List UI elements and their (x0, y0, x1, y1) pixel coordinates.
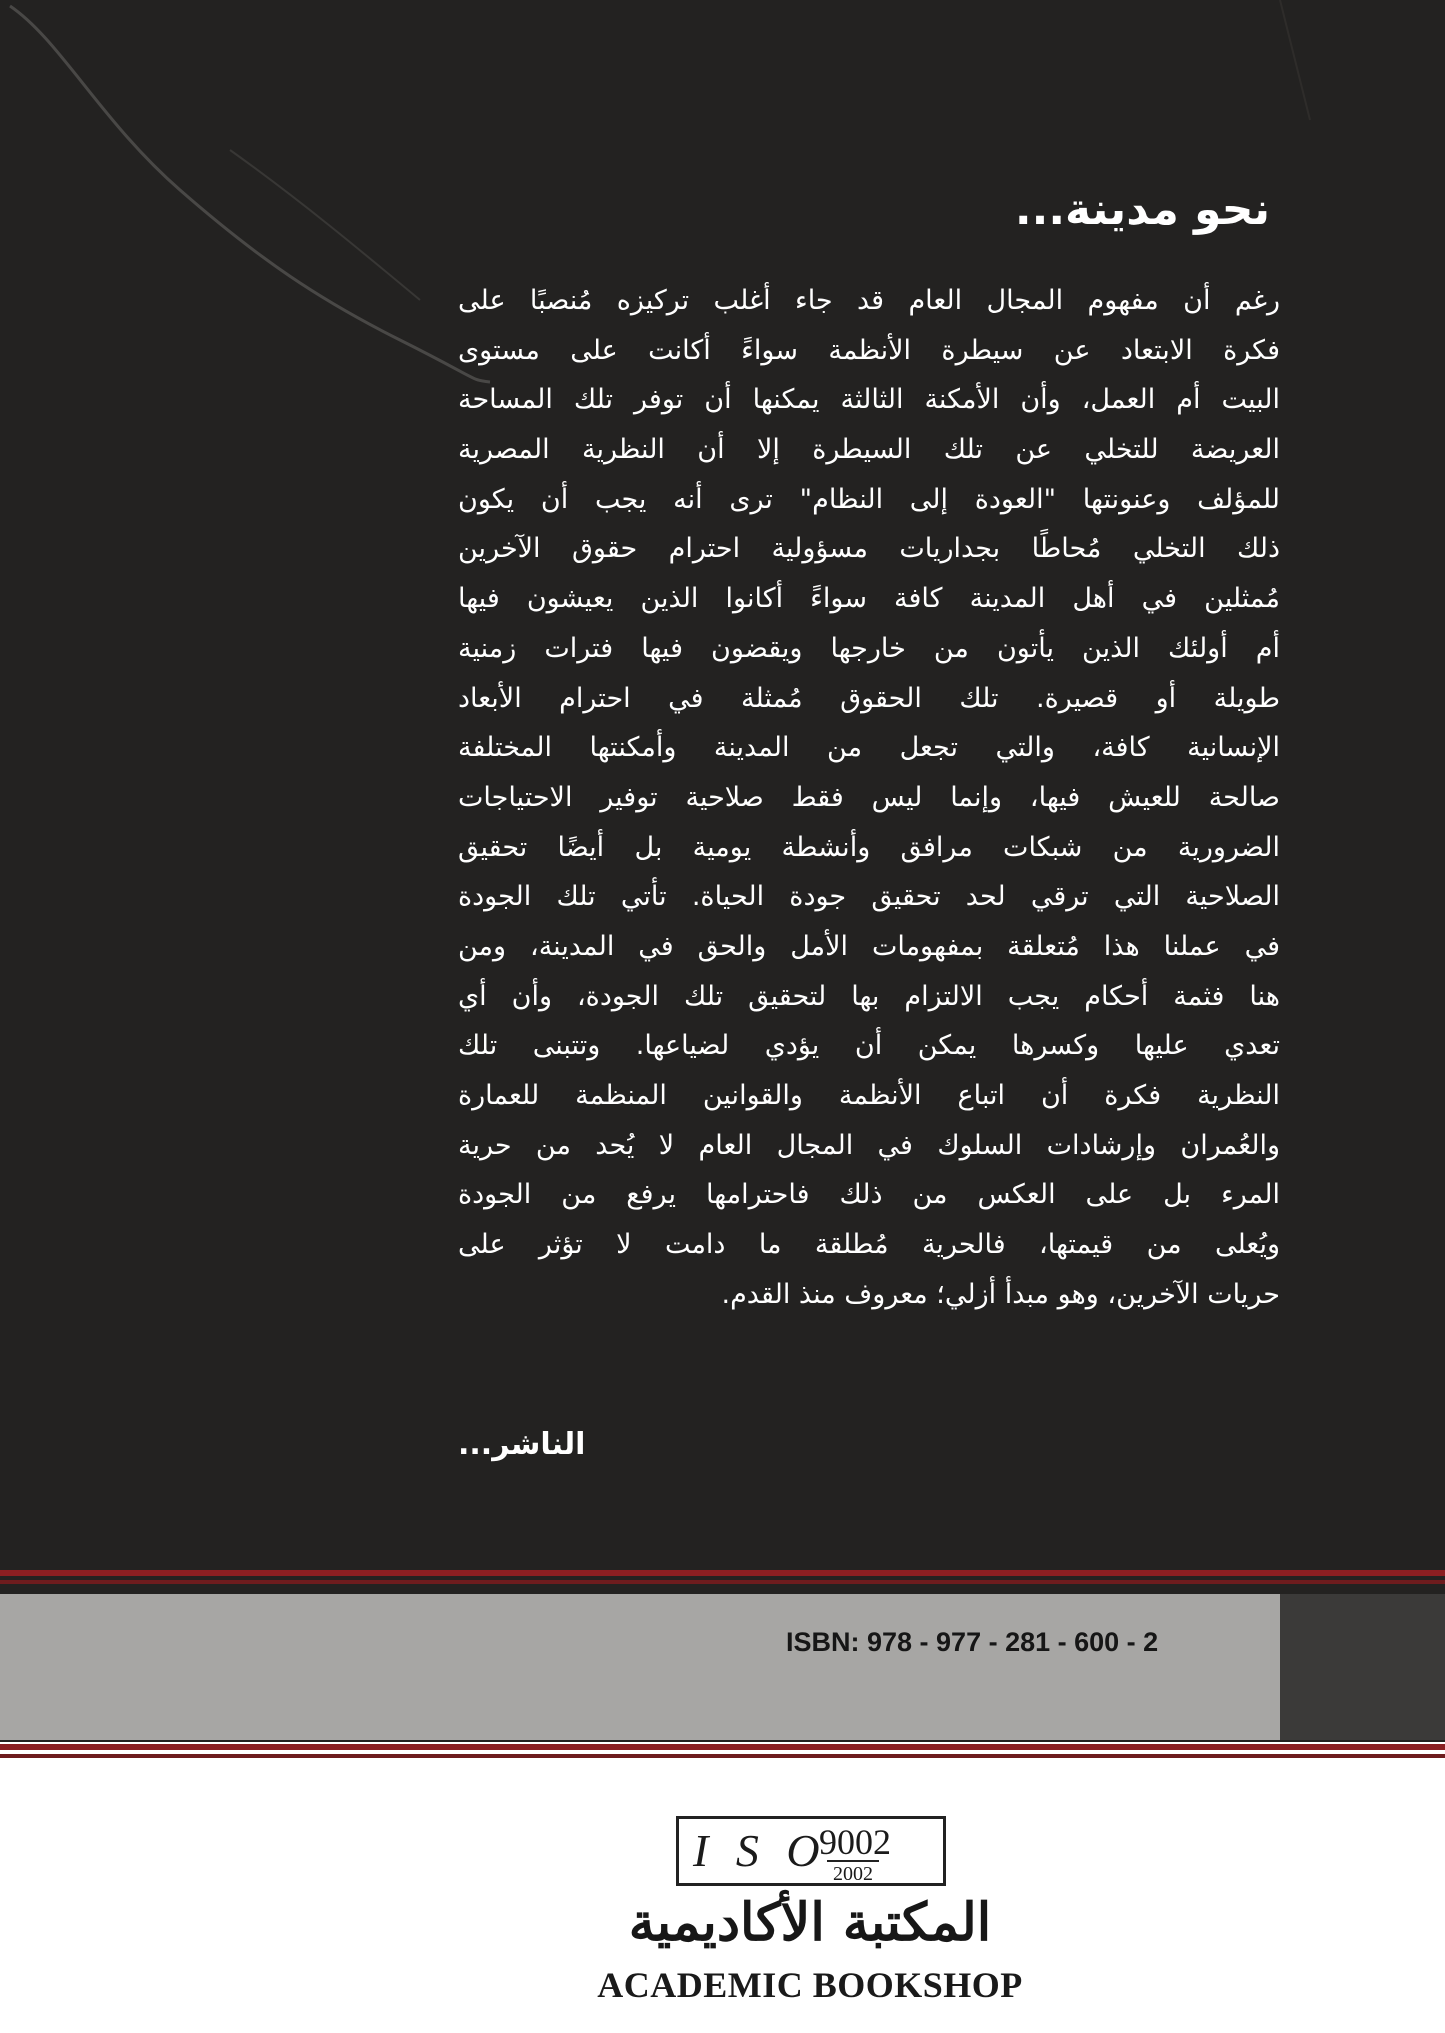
publisher-signature: الناشر... (458, 1427, 586, 1462)
iso-letters: I S O (693, 1825, 828, 1876)
iso-year: 2002 (827, 1860, 879, 1886)
blurb-line: ويُعلى من قيمتها، فالحرية مُطلقة ما دامت لا تؤثر على (458, 1229, 1280, 1261)
isbn-band (0, 1594, 1280, 1740)
blurb-line: رغم أن مفهوم المجال العام قد جاء أغلب تركيزه مُنصبًا على (458, 285, 1280, 316)
blurb-line: هنا فثمة أحكام يجب الالتزام بها لتحقيق تلك الجودة، وأن أي (458, 980, 1280, 1012)
cover-title: نحو مدينة... (1014, 184, 1270, 235)
blurb-line: الضرورية من شبكات مرافق وأنشطة يومية بل أيضًا تحقيق (458, 831, 1280, 863)
blurb-line: البيت أم العمل، وأن الأمكنة الثالثة يمكنها أن توفر تلك المساحة (458, 384, 1280, 416)
blurb-line: فكرة الابتعاد عن سيطرة الأنظمة سواءً أكانت على مستوى (458, 334, 1280, 366)
blurb-line: في عملنا هذا مُتعلقة بمفهومات الأمل والحق في المدينة، ومن (458, 930, 1280, 962)
blurb-line: صالحة للعيش فيها، وإنما ليس فقط صلاحية توفير الاحتياجات (458, 781, 1280, 813)
iso-certification-badge (676, 1816, 946, 1886)
accent-rule-top (0, 1570, 1445, 1576)
blurb-line: حريات الآخرين، وهو مبدأ أزلي؛ معروف منذ القدم. (721, 1278, 1280, 1310)
blurb-line: مُمثلين في أهل المدينة كافة سواءً أكانوا الذين يعيشون فيها (458, 583, 1280, 615)
publisher-name-arabic: المكتبة الأكاديمية (628, 1892, 992, 1953)
blurb-line: أم أولئك الذين يأتون من خارجها ويقضون فيها فترات زمنية (458, 632, 1280, 664)
blurb-line: ذلك التخلي مُحاطًا بجداريات مسؤولية احترام حقوق الآخرين (458, 533, 1280, 565)
blurb-line: الصلاحية التي ترقي لحد تحقيق جودة الحياة. تأتي تلك الجودة (458, 881, 1280, 913)
blurb-line: النظرية فكرة أن اتباع الأنظمة والقوانين المنظمة للعمارة (458, 1080, 1280, 1111)
accent-rule-bottom-thin (0, 1754, 1445, 1758)
publisher-name-english: ACADEMIC BOOKSHOP (597, 1965, 1023, 2005)
blurb-line: الإنسانية كافة، والتي تجعل من المدينة وأمكنتها المختلفة (458, 732, 1280, 764)
isbn-band-dark-block (1280, 1594, 1445, 1740)
isbn-number: ISBN: 978 - 977 - 281 - 600 - 2 (786, 1627, 1159, 1657)
accent-rule-bottom (0, 1744, 1445, 1750)
blurb-line: المرء بل على العكس من ذلك فاحترامها يرفع من الجودة (458, 1179, 1280, 1211)
blurb-line: طويلة أو قصيرة. تلك الحقوق مُمثلة في احترام الأبعاد (458, 682, 1280, 714)
blurb-paragraph (458, 276, 1280, 1319)
blurb-line: العريضة للتخلي عن تلك السيطرة إلا أن النظرية المصرية (458, 434, 1280, 466)
publisher-logo (540, 1816, 1080, 2016)
blurb-line: للمؤلف وعنونتها "العودة إلى النظام" ترى أنه يجب أن يكون (458, 483, 1280, 515)
blurb-line: تعدي عليها وكسرها يمكن أن يؤدي لضياعها. وتتبنى تلك (458, 1030, 1280, 1062)
iso-number: 9002 (819, 1822, 891, 1862)
blurb-line: والعُمران وإرشادات السلوك في المجال العام لا يُحد من حرية (458, 1129, 1280, 1161)
accent-rule-top-thin (0, 1580, 1445, 1584)
